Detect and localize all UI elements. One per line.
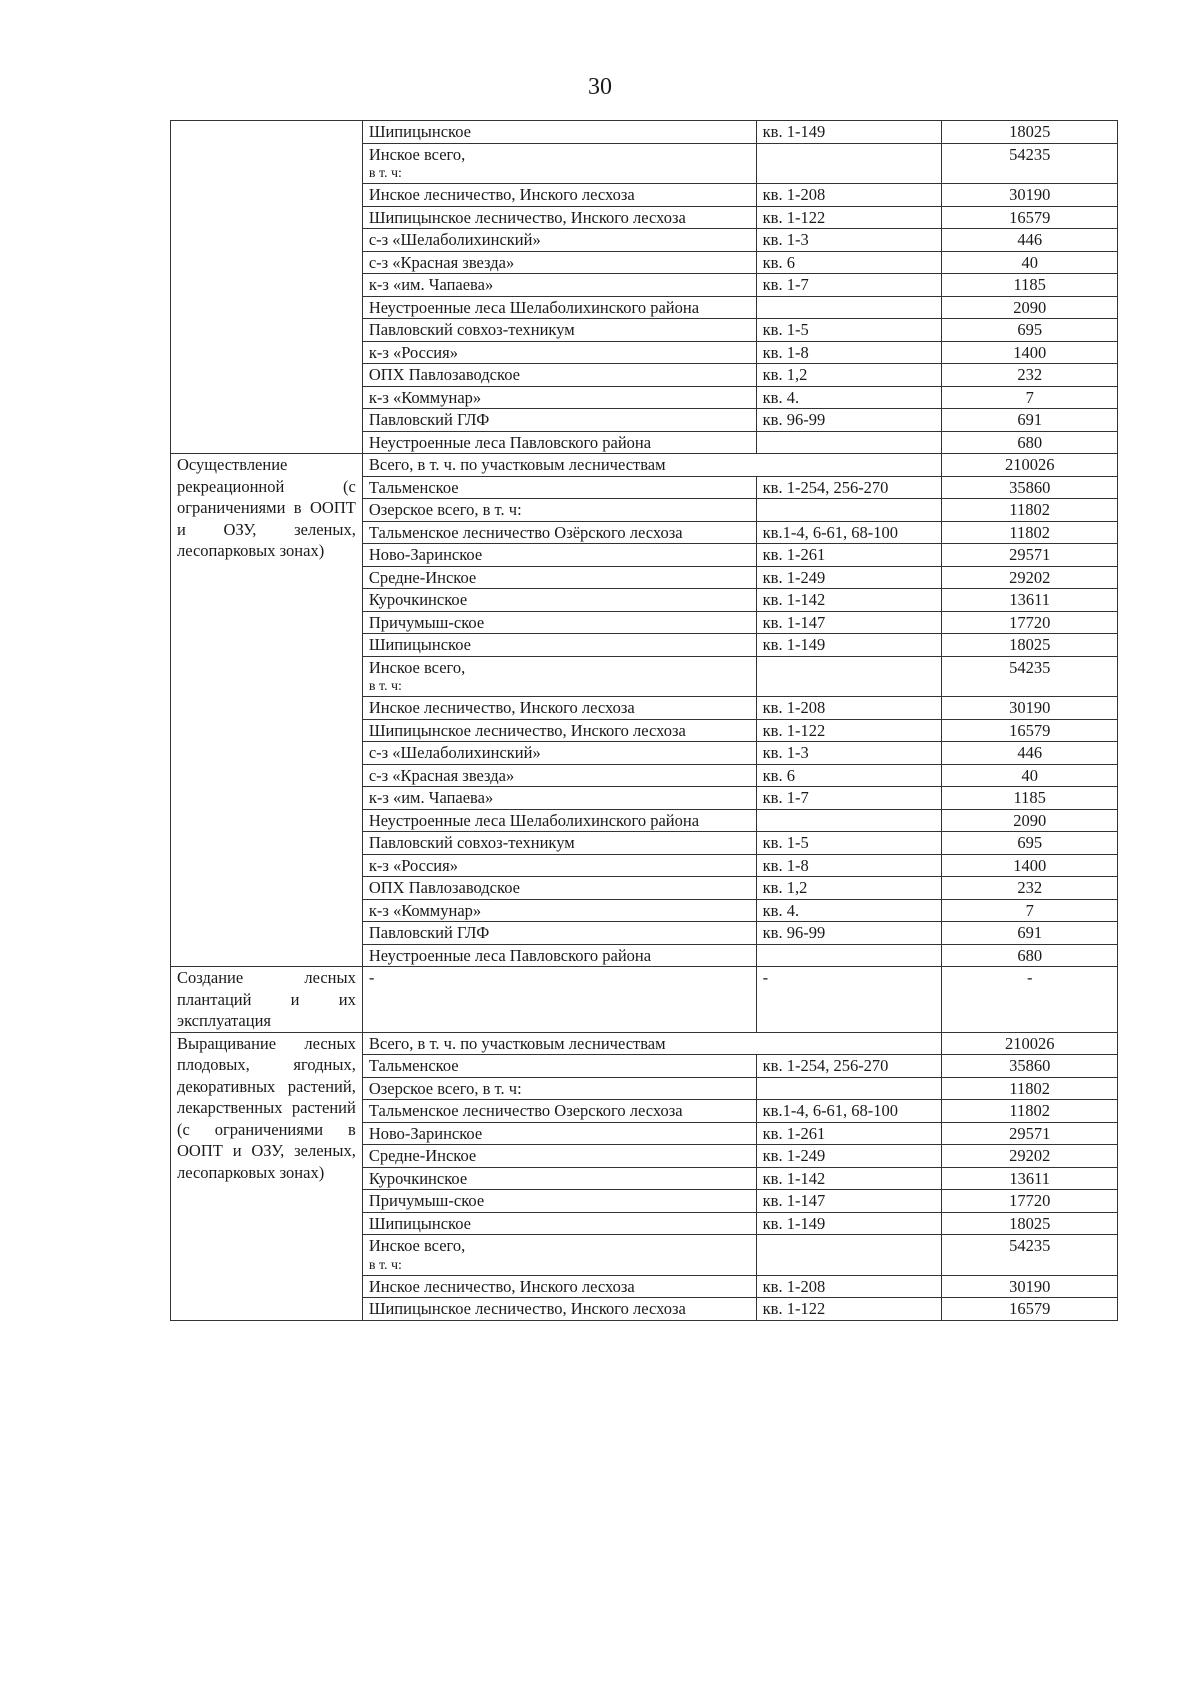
forestry-name-cell: [362, 589, 756, 612]
quarter-cell: кв. 1-3: [756, 229, 942, 252]
area-cell: 13611: [942, 1167, 1118, 1190]
activity-cell: Выращивание лесных плодовых, ягодных, декоративных растений, лекарственных растений (с ограничениями в ООПТ и ОЗУ, зеленых, лесопарковых зонах): [171, 1032, 363, 1320]
forestry-name: Ново-Заринское: [368, 545, 483, 564]
forestry-name-cell: [362, 121, 756, 144]
quarter-cell: [756, 656, 942, 697]
area-cell: 16579: [942, 1298, 1118, 1321]
quarter-cell: [756, 944, 942, 967]
forestry-name: к-з «Коммунар»: [368, 900, 482, 920]
forestry-name: Озерское всего, в т. ч:: [368, 500, 522, 519]
quarter-cell: кв. 1-249: [756, 566, 942, 589]
forestry-name-cell: [362, 832, 756, 855]
area-cell: 1400: [942, 854, 1118, 877]
area-cell: 35860: [942, 476, 1118, 499]
forestry-name: с-з «Красная звезда»: [368, 765, 515, 785]
forestry-name-cell: [362, 787, 756, 810]
table-row: [171, 967, 1118, 1033]
quarter-cell: кв. 1-254, 256-270: [756, 476, 942, 499]
forestry-name-cell: [362, 1100, 756, 1123]
forestry-name: Шипицынское лесничество, Инского лесхоза: [368, 207, 686, 227]
area-cell: 16579: [942, 719, 1118, 742]
forestry-name: к-з «им. Чапаева»: [368, 275, 494, 294]
forestry-name-cell: [362, 1122, 756, 1145]
area-cell: 2090: [942, 809, 1118, 832]
forestry-name-cell: [362, 143, 756, 184]
area-cell: 2090: [942, 296, 1118, 319]
area-cell: 232: [942, 877, 1118, 900]
forestry-name: Озерское всего, в т. ч:: [368, 1078, 522, 1098]
forestry-name-cell: [362, 1235, 756, 1276]
forestry-name-cell: [362, 409, 756, 432]
area-cell: 29571: [942, 544, 1118, 567]
forestry-name-cell: [362, 386, 756, 409]
forestry-name: Шипицынское: [368, 635, 471, 654]
quarter-cell: кв. 1-142: [756, 1167, 942, 1190]
area-cell: 17720: [942, 611, 1118, 634]
forestry-name: Тальменское лесничество Озерского лесхоза: [368, 1101, 683, 1120]
quarter-cell: [756, 143, 942, 184]
area-cell: 29571: [942, 1122, 1118, 1145]
forestry-name: Курочкинское: [368, 590, 468, 609]
forestry-name-cell: [362, 431, 756, 454]
forestry-name-cell: [362, 274, 756, 297]
forestry-name-cell: [362, 544, 756, 567]
area-cell: 11802: [942, 521, 1118, 544]
quarter-cell: кв. 1-208: [756, 697, 942, 720]
total-label-cell: Всего, в т. ч. по участковым лесничествам: [362, 454, 942, 477]
quarter-cell: кв. 1-7: [756, 787, 942, 810]
quarter-cell: кв. 1-149: [756, 634, 942, 657]
quarter-cell: кв. 1-208: [756, 184, 942, 207]
forestry-name-cell: [362, 611, 756, 634]
area-cell: 30190: [942, 184, 1118, 207]
quarter-cell: кв. 1,2: [756, 877, 942, 900]
forestry-name: с-з «Шелаболихинский»: [368, 743, 541, 762]
forestry-name-cell: [362, 634, 756, 657]
forestry-name: Средне-Инское: [368, 1146, 477, 1165]
forestry-name-cell: [362, 877, 756, 900]
area-cell: 29202: [942, 1145, 1118, 1168]
forestry-name-cell: [362, 719, 756, 742]
forestry-name: ОПХ Павлозаводское: [368, 878, 520, 897]
quarter-cell: кв. 1-254, 256-270: [756, 1055, 942, 1078]
area-cell: 54235: [942, 143, 1118, 184]
area-cell: 35860: [942, 1055, 1118, 1078]
area-cell: 7: [942, 386, 1118, 409]
quarter-cell: кв. 6: [756, 764, 942, 787]
forestry-name-cell: [362, 1167, 756, 1190]
area-cell: 680: [942, 431, 1118, 454]
area-cell: 1185: [942, 274, 1118, 297]
forestry-name: Неустроенные леса Павловского района: [368, 945, 652, 965]
quarter-cell: кв. 1-7: [756, 274, 942, 297]
forestry-name-cell: [362, 521, 756, 544]
forestry-name-cell: [362, 296, 756, 319]
forestry-name-cell: [362, 944, 756, 967]
forestry-name-cell: [362, 1298, 756, 1321]
area-cell: 695: [942, 319, 1118, 342]
area-cell: 7: [942, 899, 1118, 922]
area-cell: 1185: [942, 787, 1118, 810]
area-cell: 54235: [942, 1235, 1118, 1276]
forestry-name: Инское лесничество, Инского лесхоза: [368, 698, 635, 717]
forestry-name-cell: [362, 499, 756, 522]
quarter-cell: кв. 1-147: [756, 611, 942, 634]
area-cell: -: [942, 967, 1118, 1033]
quarter-cell: кв. 1-147: [756, 1190, 942, 1213]
forestry-name-cell: [362, 251, 756, 274]
quarter-cell: кв. 6: [756, 251, 942, 274]
forestry-name-cell: [362, 1212, 756, 1235]
area-cell: 29202: [942, 566, 1118, 589]
forestry-name-cell: [362, 184, 756, 207]
forestry-name-cell: [362, 476, 756, 499]
area-cell: 18025: [942, 1212, 1118, 1235]
quarter-cell: [756, 499, 942, 522]
quarter-cell: кв. 96-99: [756, 409, 942, 432]
forestry-name: Тальменское: [368, 477, 459, 497]
forestry-name: Павловский ГЛФ: [368, 923, 490, 942]
quarter-cell: кв.1-4, 6-61, 68-100: [756, 521, 942, 544]
forestry-name-cell: [362, 764, 756, 787]
area-cell: 695: [942, 832, 1118, 855]
area-cell: 232: [942, 364, 1118, 387]
forestry-name: Неустроенные леса Шелаболихинского района: [368, 297, 700, 317]
forestry-name: с-з «Шелаболихинский»: [368, 230, 541, 249]
forestry-name: Инское лесничество, Инского лесхоза: [368, 185, 635, 204]
forestry-name-cell: [362, 341, 756, 364]
table-row: [171, 121, 1118, 144]
forestry-name-cell: [362, 364, 756, 387]
forestry-name: -: [368, 968, 375, 987]
quarter-cell: кв. 1-122: [756, 719, 942, 742]
forestry-name: Средне-Инское: [368, 567, 477, 587]
activity-cell: [171, 121, 363, 454]
area-cell: 40: [942, 251, 1118, 274]
area-cell: 691: [942, 922, 1118, 945]
forestry-name-cell: [362, 1055, 756, 1078]
quarter-cell: кв. 1-261: [756, 544, 942, 567]
quarter-cell: кв. 1-122: [756, 1298, 942, 1321]
forestry-name-cell: [362, 854, 756, 877]
table-row-total: [171, 454, 1118, 477]
forest-use-table: [170, 120, 1118, 1321]
area-cell: 691: [942, 409, 1118, 432]
forestry-name: Тальменское лесничество Озёрского лесхоза: [368, 522, 683, 542]
forestry-name: Павловский совхоз-техникум: [368, 833, 575, 852]
forestry-name-cell: [362, 1275, 756, 1298]
area-cell: 18025: [942, 634, 1118, 657]
forestry-name: Ново-Заринское: [368, 1123, 483, 1143]
quarter-cell: кв. 4.: [756, 386, 942, 409]
forestry-name: Инское всего,: [368, 144, 466, 164]
forestry-name: к-з «им. Чапаева»: [368, 788, 494, 807]
forestry-name: ОПХ Павлозаводское: [368, 365, 520, 384]
quarter-cell: [756, 296, 942, 319]
quarter-cell: кв. 1-249: [756, 1145, 942, 1168]
forestry-name: Инское всего,: [368, 1236, 466, 1255]
quarter-cell: кв. 1-3: [756, 742, 942, 765]
forestry-name: с-з «Красная звезда»: [368, 252, 515, 272]
activity-cell: Осуществление рекреационной (с ограничениями в ООПТ и ОЗУ, зеленых, лесопарковых зонах): [171, 454, 363, 967]
area-cell: 13611: [942, 589, 1118, 612]
forestry-name-cell: [362, 967, 756, 1033]
quarter-cell: кв. 96-99: [756, 922, 942, 945]
forestry-name: Причумыш-ское: [368, 612, 485, 632]
quarter-cell: кв.1-4, 6-61, 68-100: [756, 1100, 942, 1123]
forestry-name-sub: в т. ч:: [368, 679, 402, 694]
forestry-name: Шипицынское лесничество, Инского лесхоза: [368, 720, 686, 740]
area-cell: 16579: [942, 206, 1118, 229]
forestry-name: Инское всего,: [368, 657, 466, 677]
activity-cell: Создание лесных плантаций и их эксплуатация: [171, 967, 363, 1033]
total-label-cell: Всего, в т. ч. по участковым лесничествам: [362, 1032, 942, 1055]
quarter-cell: кв. 1-8: [756, 341, 942, 364]
forestry-name-cell: [362, 1145, 756, 1168]
forestry-name: Шипицынское лесничество, Инского лесхоза: [368, 1299, 686, 1318]
quarter-cell: кв. 1-122: [756, 206, 942, 229]
quarter-cell: кв. 1-261: [756, 1122, 942, 1145]
quarter-cell: кв. 4.: [756, 899, 942, 922]
total-area-cell: 210026: [942, 1032, 1118, 1055]
table-row-total: [171, 1032, 1118, 1055]
forestry-name: Шипицынское: [368, 1213, 471, 1233]
forestry-name-cell: [362, 229, 756, 252]
quarter-cell: кв. 1-8: [756, 854, 942, 877]
forestry-name-cell: [362, 206, 756, 229]
forestry-name: к-з «Коммунар»: [368, 387, 482, 407]
area-cell: 17720: [942, 1190, 1118, 1213]
forestry-name-cell: [362, 899, 756, 922]
forestry-name-cell: [362, 1190, 756, 1213]
forestry-name: Шипицынское: [368, 122, 471, 141]
quarter-cell: кв. 1-5: [756, 319, 942, 342]
quarter-cell: кв. 1-142: [756, 589, 942, 612]
area-cell: 11802: [942, 1077, 1118, 1100]
forestry-name-cell: [362, 742, 756, 765]
forestry-name-cell: [362, 566, 756, 589]
forestry-name-cell: [362, 809, 756, 832]
area-cell: 680: [942, 944, 1118, 967]
forestry-name: Неустроенные леса Шелаболихинского района: [368, 810, 700, 830]
forestry-name: Павловский ГЛФ: [368, 410, 490, 429]
forestry-name-cell: [362, 656, 756, 697]
quarter-cell: -: [756, 967, 942, 1033]
area-cell: 30190: [942, 1275, 1118, 1298]
forestry-name: к-з «Россия»: [368, 342, 458, 362]
area-cell: 1400: [942, 341, 1118, 364]
area-cell: 446: [942, 229, 1118, 252]
forestry-name: Павловский совхоз-техникум: [368, 320, 575, 339]
quarter-cell: [756, 809, 942, 832]
forestry-name: Неустроенные леса Павловского района: [368, 432, 652, 452]
quarter-cell: [756, 1235, 942, 1276]
area-cell: 446: [942, 742, 1118, 765]
table-body: [171, 121, 1118, 1321]
quarter-cell: кв. 1-149: [756, 121, 942, 144]
quarter-cell: [756, 1077, 942, 1100]
area-cell: 40: [942, 764, 1118, 787]
forestry-name: Тальменское: [368, 1056, 459, 1075]
quarter-cell: кв. 1,2: [756, 364, 942, 387]
forestry-name: Инское лесничество, Инского лесхоза: [368, 1276, 635, 1296]
quarter-cell: кв. 1-208: [756, 1275, 942, 1298]
area-cell: 30190: [942, 697, 1118, 720]
quarter-cell: кв. 1-5: [756, 832, 942, 855]
area-cell: 11802: [942, 1100, 1118, 1123]
forestry-name-cell: [362, 319, 756, 342]
page-number: 30: [588, 74, 612, 100]
forestry-name: к-з «Россия»: [368, 855, 458, 875]
forestry-name-cell: [362, 922, 756, 945]
area-cell: 54235: [942, 656, 1118, 697]
quarter-cell: [756, 431, 942, 454]
forestry-name: Причумыш-ское: [368, 1191, 485, 1210]
forestry-name-sub: в т. ч:: [368, 1257, 402, 1273]
forestry-name: Курочкинское: [368, 1168, 468, 1188]
area-cell: 11802: [942, 499, 1118, 522]
quarter-cell: кв. 1-149: [756, 1212, 942, 1235]
forestry-name-cell: [362, 697, 756, 720]
total-area-cell: 210026: [942, 454, 1118, 477]
forestry-name-sub: в т. ч:: [368, 166, 402, 181]
forestry-name-cell: [362, 1077, 756, 1100]
area-cell: 18025: [942, 121, 1118, 144]
